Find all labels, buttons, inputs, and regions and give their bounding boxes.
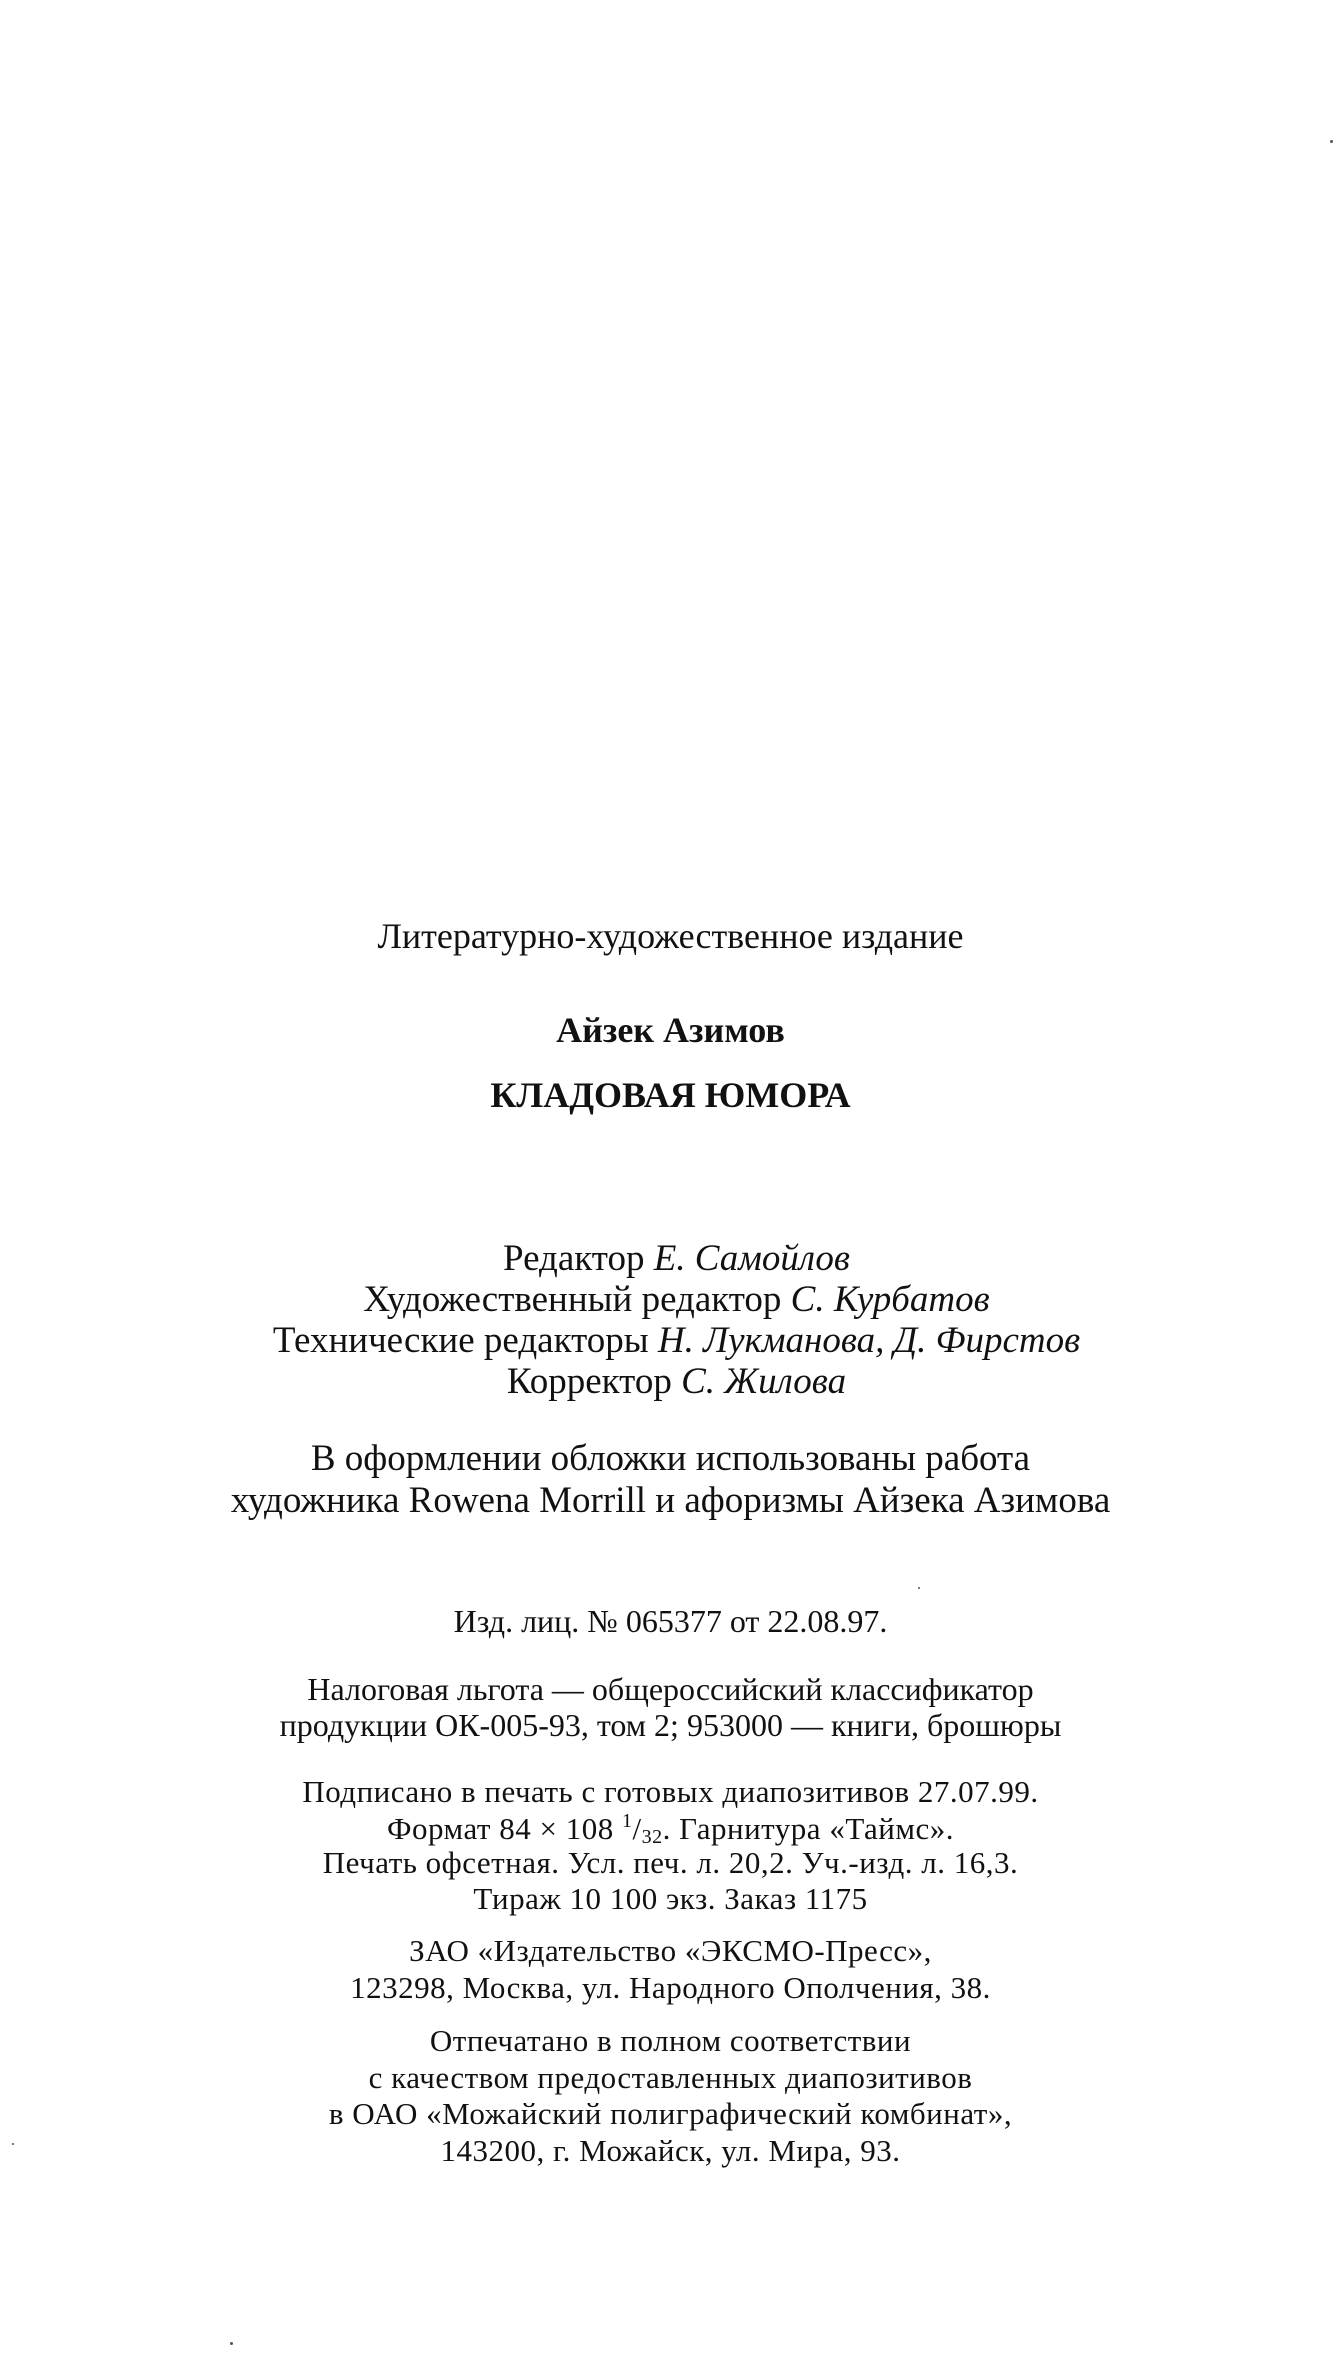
printer-line-3: в ОАО «Можайский полиграфический комбинат», (328, 2096, 1013, 2131)
format-rest: . Гарнитура «Таймс». (662, 1811, 954, 1846)
print-line-3: Печать офсетная. Усл. печ. л. 20,2. Уч.-изд. л. 16,3. (322, 1845, 1019, 1880)
format-numerator: 1 (621, 1810, 633, 1832)
credit-art-editor (0, 1281, 1341, 1318)
format-denominator: 32 (641, 1826, 663, 1848)
credit-role: Корректор (506, 1361, 672, 1402)
cover-note-line-1: В оформлении обложки использованы работа (310, 1438, 1031, 1479)
credit-role: Редактор (503, 1238, 645, 1279)
printer-line-2: с качеством предоставленных диапозитивов (368, 2060, 973, 2095)
credit-person: С. Курбатов (790, 1279, 990, 1320)
scan-speck (230, 2342, 233, 2345)
credit-tech-editors (0, 1322, 1341, 1359)
printer-line-4: 143200, г. Можайск, ул. Мира, 93. (440, 2133, 901, 2168)
credit-editor (0, 1240, 1341, 1277)
publisher-line-2: 123298, Москва, ул. Народного Ополчения, 38. (350, 1970, 991, 2005)
book-title: КЛАДОВАЯ ЮМОРА (490, 1075, 851, 1115)
cover-note-line-2: художника Rowena Morrill и афоризмы Айзека Азимова (230, 1480, 1111, 1521)
credit-person: Н. Лукманова, Д. Фирстов (657, 1320, 1081, 1361)
tax-line-2: продукции ОК-005-93, том 2; 953000 — книги, брошюры (279, 1707, 1062, 1743)
print-line-1: Подписано в печать с готовых диапозитивов 27.07.99. (302, 1774, 1039, 1809)
print-format-line: Формат 84 × 108 $^1/_{32}$. Гарнитура «Таймс». (387, 1810, 954, 1848)
scan-speck (12, 2143, 14, 2145)
publisher-line-1: ЗАО «Издательство «ЭКСМО-Пресс», (409, 1933, 932, 1968)
credit-person: С. Жилова (681, 1361, 847, 1402)
credit-role: Художественный редактор (363, 1279, 782, 1320)
scan-speck (1330, 140, 1333, 143)
credit-proofreader (0, 1363, 1341, 1400)
tax-line-1: Налоговая льгота — общероссийский классификатор (307, 1671, 1034, 1707)
scan-speck (918, 1587, 920, 1589)
format-label: Формат 84 × 108 (387, 1811, 614, 1846)
credit-person: Е. Самойлов (653, 1238, 850, 1279)
edition-type: Литературно-художественное издание (377, 916, 964, 956)
printer-line-1: Отпечатано в полном соответствии (429, 2023, 912, 2058)
credit-role: Технические редакторы (272, 1320, 649, 1361)
author-name: Айзек Азимов (556, 1010, 785, 1050)
license-number: Изд. лиц. № 065377 от 22.08.97. (453, 1603, 888, 1639)
print-line-4: Тираж 10 100 экз. Заказ 1175 (473, 1881, 868, 1916)
